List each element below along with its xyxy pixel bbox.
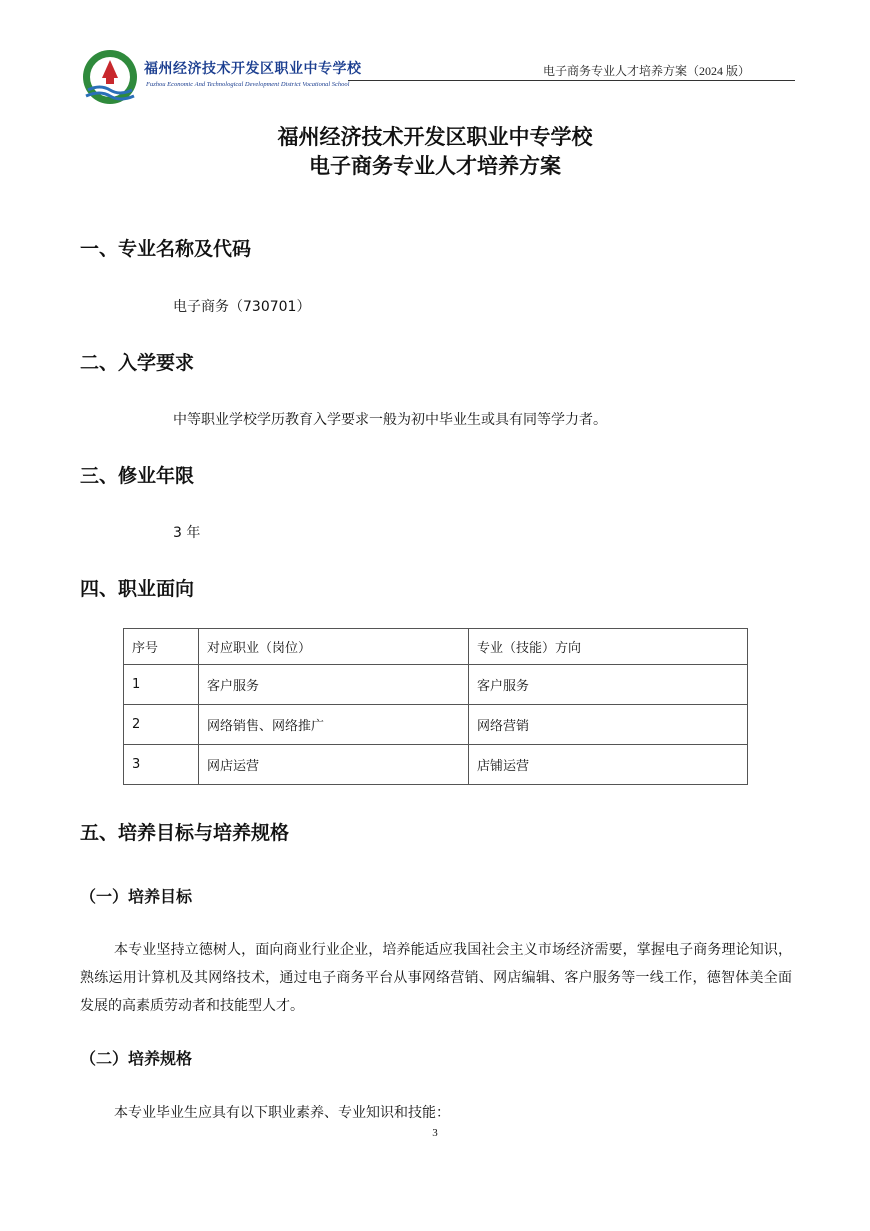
running-header-title: 电子商务专业人才培养方案（2024 版） (542, 64, 750, 78)
section-heading-1: 一、专业名称及代码 (80, 238, 252, 260)
table-row (124, 705, 748, 745)
major-name-code: 电子商务（730701） (173, 299, 311, 315)
section-heading-4: 四、职业面向 (80, 578, 195, 600)
subsection-heading-specs: （二）培养规格 (80, 1049, 193, 1068)
document-title-line1: 福州经济技术开发区职业中专学校 (277, 125, 593, 149)
study-duration: 3 年 (173, 525, 201, 541)
section-heading-3: 三、修业年限 (80, 465, 195, 487)
page-header (80, 48, 795, 108)
document-title-line2: 电子商务专业人才培养方案 (309, 154, 561, 178)
page-number: 3 (432, 1127, 438, 1139)
table-cell: 店铺运营 (469, 745, 748, 785)
table-header-row (124, 629, 748, 665)
table-header-cell: 序号 (124, 629, 199, 665)
school-name-en: Fuzhou Economic And Technological Development District Vocational School (146, 81, 350, 88)
table-cell: 客户服务 (199, 665, 469, 705)
table-row (124, 665, 748, 705)
table-cell: 3 (124, 745, 199, 785)
subsection-heading-goals: （一）培养目标 (80, 887, 193, 906)
table-cell: 客户服务 (469, 665, 748, 705)
table-cell: 网络销售、网络推广 (199, 705, 469, 745)
table-cell: 网店运营 (199, 745, 469, 785)
table-header-cell: 专业（技能）方向 (469, 629, 748, 665)
admission-requirement: 中等职业学校学历教育入学要求一般为初中毕业生或具有同等学力者。 (173, 412, 607, 428)
table-cell: 网络营销 (469, 705, 748, 745)
training-goals-paragraph: 本专业坚持立德树人，面向商业行业企业，培养能适应我国社会主义市场经济需要，掌握电子商务理论知识，熟练运用计算机及其网络技术，通过电子商务平台从事网络营销、网店编辑、客户服务等一线工作，德智体美全面发展的高素质劳动者和技能型人才。 (80, 942, 792, 1014)
table-cell: 2 (124, 705, 199, 745)
school-name-cn: 福州经济技术开发区职业中专学校 (144, 61, 362, 77)
table-cell: 1 (124, 665, 199, 705)
school-emblem-icon (80, 48, 140, 106)
table-row (124, 745, 748, 785)
occupation-table (123, 628, 748, 785)
header-rule (348, 80, 795, 81)
section-heading-5: 五、培养目标与培养规格 (80, 822, 290, 844)
section-heading-2: 二、入学要求 (80, 352, 195, 374)
training-specs-paragraph: 本专业毕业生应具有以下职业素养、专业知识和技能： (114, 1105, 450, 1121)
table-header-cell: 对应职业（岗位） (199, 629, 469, 665)
